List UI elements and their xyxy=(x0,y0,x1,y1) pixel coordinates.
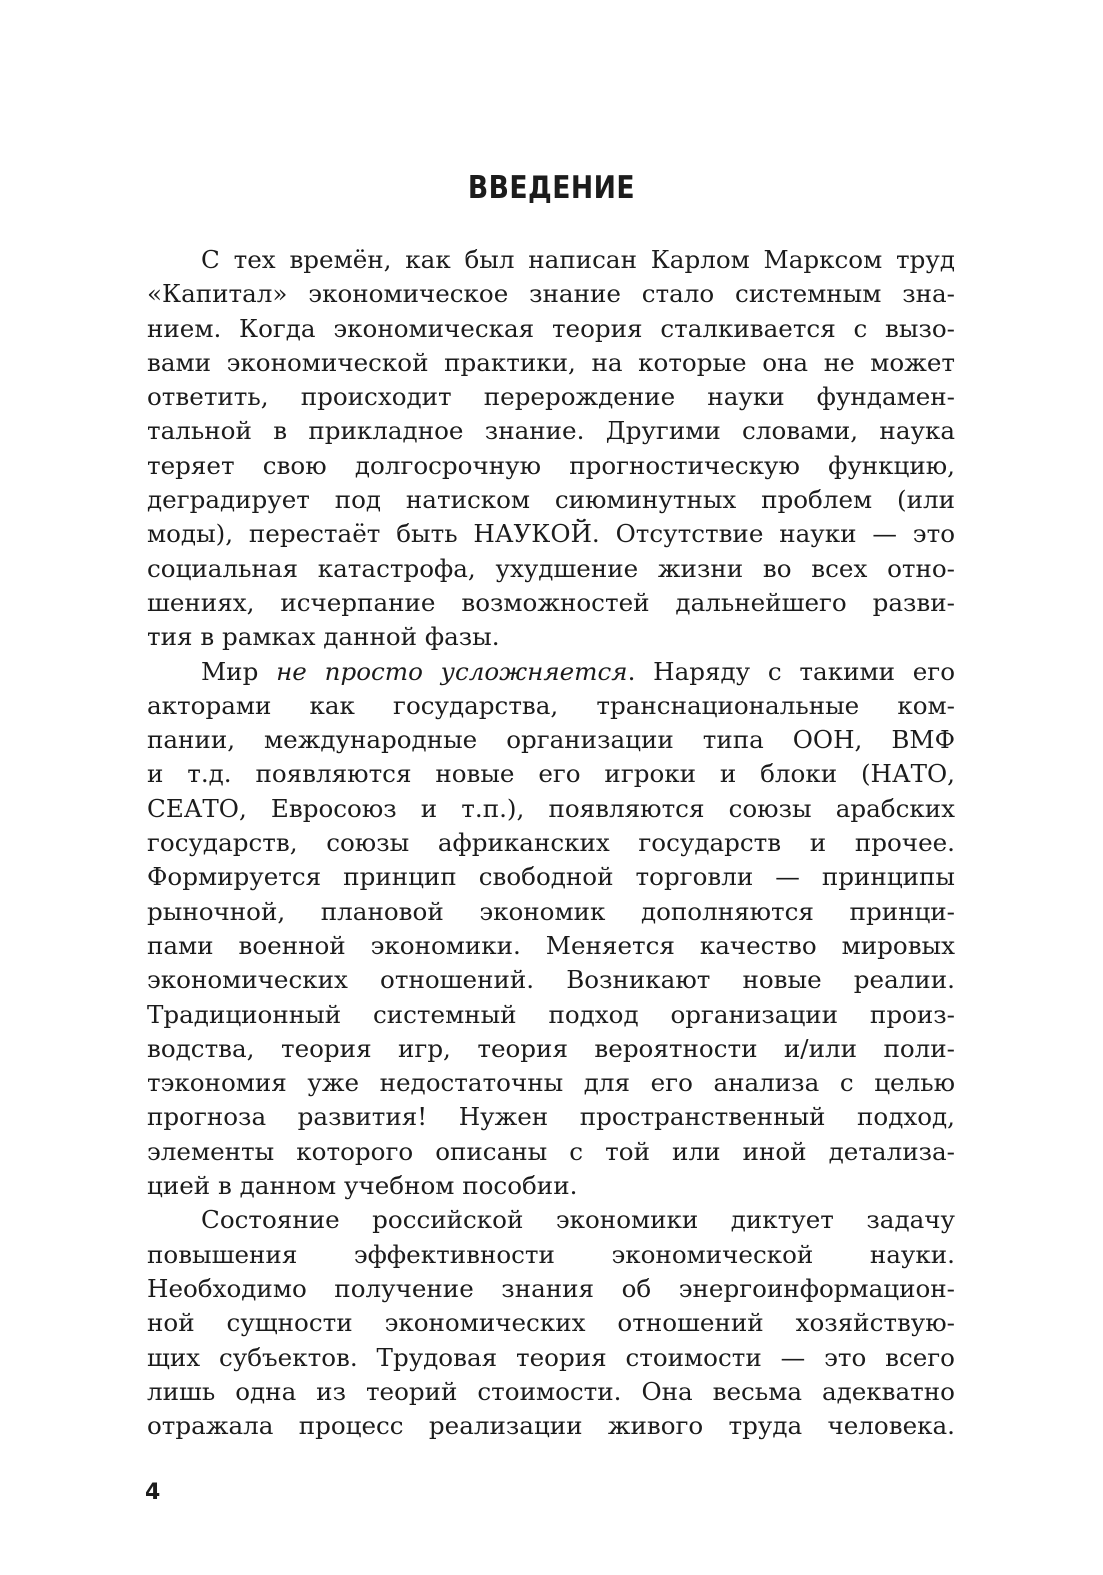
text-line: Состояние российской экономики диктует задачу xyxy=(201,1205,955,1235)
text-line: нием. Когда экономическая теория сталкивается с вызо- xyxy=(147,313,955,343)
text-line: С тех времён, как был написан Карлом Марксом труд xyxy=(201,245,955,274)
text-line: щих субъектов. Трудовая теория стоимости — это всего xyxy=(147,1342,955,1372)
text-run: . Наряду с такими его xyxy=(627,656,955,686)
text-line: Традиционный системный подход организации произ- xyxy=(147,999,955,1029)
text-line: СЕАТО, Евросоюз и т.п.), появляются союзы арабских xyxy=(147,793,955,823)
text-line: элементы которого описаны с той или иной детализа- xyxy=(147,1136,955,1166)
text-line: тальной в прикладное знание. Другими словами, наука xyxy=(147,416,955,446)
text-line: прогноза развития! Нужен пространственный подход, xyxy=(147,1102,955,1132)
text-line: «Капитал» экономическое знание стало системным зна- xyxy=(147,279,955,309)
text-line: социальная катастрофа, ухудшение жизни во всех отно- xyxy=(147,553,955,583)
text-line: лишь одна из теорий стоимости. Она весьма адекватно xyxy=(147,1376,955,1406)
text-line: экономических отношений. Возникают новые реалии. xyxy=(147,965,955,995)
text-line: моды), перестаёт быть НАУКОЙ. Отсутствие науки — это xyxy=(147,519,955,549)
text-line: и т.д. появляются новые его игроки и блоки (НАТО, xyxy=(147,759,955,789)
text-line: пании, международные организации типа ООН, ВМФ xyxy=(147,725,955,755)
italic-emphasis: не просто усложняется xyxy=(276,656,628,686)
chapter-heading: ВВЕДЕНИЕ xyxy=(467,170,635,206)
text-line: пами военной экономики. Меняется качество мировых xyxy=(147,930,955,960)
text-line xyxy=(147,655,955,689)
text-line: вами экономической практики, на которые она не может xyxy=(147,347,955,377)
text-line: отражала процесс реализации живого труда человека. xyxy=(147,1411,955,1441)
text-line: рыночной, плановой экономик дополняются принци- xyxy=(147,896,955,926)
text-run: Мир xyxy=(201,656,277,686)
text-line: теряет свою долгосрочную прогностическую функцию, xyxy=(147,450,955,480)
text-line: ной сущности экономических отношений хозяйствую- xyxy=(147,1308,955,1338)
text-line: тия в рамках данной фазы. xyxy=(147,622,500,652)
text-line: шениях, исчерпание возможностей дальнейшего разви- xyxy=(147,587,955,617)
text-line: цией в данном учебном пособии. xyxy=(147,1171,578,1201)
text-line: акторами как государства, транснациональные ком- xyxy=(147,690,955,720)
text-line: тэкономия уже недостаточны для его анализа с целью xyxy=(147,1068,955,1098)
text-line: Формируется принцип свободной торговли — принципы xyxy=(147,862,955,892)
text-line: повышения эффективности экономической науки. xyxy=(147,1239,955,1269)
text-line: деградирует под натиском сиюминутных проблем (или xyxy=(147,485,955,515)
page-number: 4 xyxy=(145,1480,161,1505)
body-text xyxy=(147,243,955,1443)
text-line: водства, теория игр, теория вероятности и/или поли- xyxy=(147,1033,955,1063)
text-line: ответить, происходит перерождение науки фундамен- xyxy=(147,382,955,412)
text-line: Необходимо получение знания об энергоинформацион- xyxy=(147,1273,955,1303)
text-line: государств, союзы африканских государств и прочее. xyxy=(147,828,955,858)
